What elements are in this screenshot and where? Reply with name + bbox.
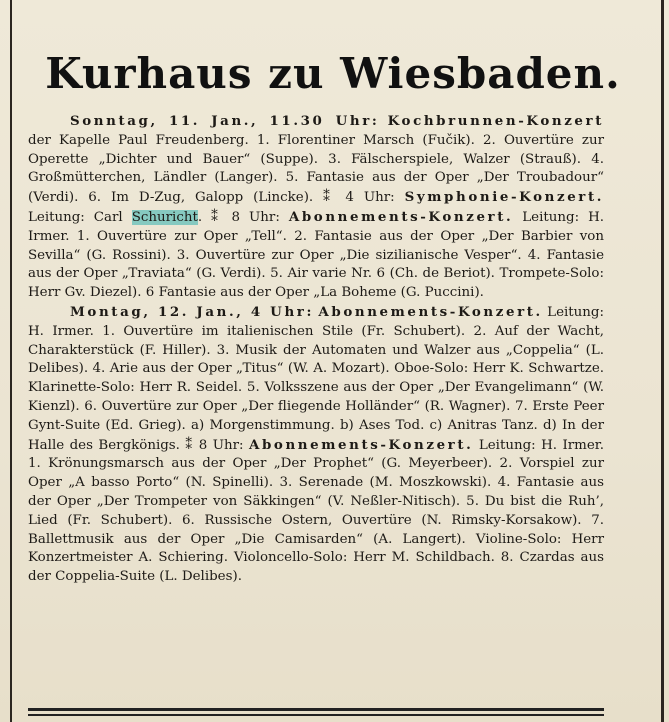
bottom-rule [28, 708, 604, 711]
column-rule-right [661, 0, 664, 722]
page-title: Kurhaus zu Wiesbaden. [45, 49, 621, 98]
monday-heading: Montag, 12. Jan., 4 Uhr: [70, 303, 314, 320]
sunday-body-1: der Kapelle Paul Freudenberg. 1. Florentiner Marsch (Fučik). 2. Ouvertüre zur Operette „Dichter und Bauer“ (Suppe). 3. Fälscherspiele, Walzer (Strauß). 4. Großmütterchen, Ländler (Langer). 5. Fantasie aus der Oper „Der Troubadour“ (Verdi). 6. Im D-Zug, Galopp (Lincke). ⁑ 4 Uhr: [28, 132, 604, 206]
sunday-abo-label: Abonnements-Konzert. [288, 208, 514, 225]
program-text [28, 112, 604, 587]
monday-abo-label: Abonnements-Konzert. [318, 303, 543, 320]
sunday-leitung: Leitung: Carl [28, 209, 123, 225]
monday-body-2: Leitung: H. Irmer. 1. Krönungsmarsch aus der Oper „Der Prophet“ (G. Meyerbeer). 2. Vorspiel zur Oper „A basso Porto“ (N. Spinelli). 3. Serenade (M. Moszkowski). 4. Fantasie aus der Oper „Der Trompeter von Säkkingen“ (V. Neßler-Nitisch). 5. Du bist die Ruh’, Lied (Fr. Schubert). 6. Russische Ostern, Ouvertüre (N. Rimsky-Korsakow). 7. Ballettmusik aus der Oper „Die Camisarden“ (A. Langert). Violine-Solo: Herr Konzertmeister A. Schiering. Violoncello-Solo: Herr M. Schildbach. 8. Czardas aus der Coppelia-Suite (L. Delibes). [28, 437, 604, 585]
sunday-body-3: Leitung: H. Irmer. 1. Ouvertüre zur Oper „Tell“. 2. Fantasie aus der Oper „Der Barbier von Sevilla“ (G. Rossini). 3. Ouvertüre zur Oper „Die sizilianische Vesper“. 4. Fantasie aus der Oper „Traviata“ (G. Verdi). 5. Air varie Nr. 6 (Ch. de Beriot). Trompete-Solo: Herr Gv. Diezel). 6 Fantasie aus der Oper „La Boheme (G. Puccini). [28, 209, 604, 301]
sunday-body-2: . ⁑ 8 Uhr: [197, 209, 280, 225]
sunday-concert-label: Kochbrunnen-Konzert [387, 113, 604, 129]
monday-paragraph [28, 303, 604, 587]
sunday-paragraph [28, 112, 604, 303]
monday-body-1: Leitung: H. Irmer. 1. Ouvertüre im italienischen Stile (Fr. Schubert). 2. Auf der Wacht, Charakterstück (F. Hiller). 3. Musik der Automaten und Walzer aus „Coppelia“ (L. Delibes). 4. Arie aus der Oper „Titus“ (W. A. Mozart). Oboe-Solo: Herr K. Schwartze. Klarinette-Solo: Herr R. Seidel. 5. Volksszene aus der Oper „Der Evangelimann“ (W. Kienzl). 6. Ouvertüre zur Oper „Der fliegende Holländer“ (R. Wagner). 7. Erste Peer Gynt-Suite (Ed. Grieg). a) Morgenstimmung. b) Ases Tod. c) Anitras Tanz. d) In der Halle des Bergkönigs. ⁑ 8 Uhr: [28, 304, 604, 453]
bottom-rule-secondary [28, 714, 604, 716]
highlighted-name[interactable]: Schuricht [131, 209, 198, 225]
monday-abo-label-2: Abonnements-Konzert. [248, 436, 474, 453]
sunday-heading: Sonntag, 11. Jan., 11.30 Uhr: [70, 113, 380, 129]
column-rule-left [10, 0, 12, 722]
symphony-concert-label: Symphonie-Konzert. [404, 189, 605, 206]
